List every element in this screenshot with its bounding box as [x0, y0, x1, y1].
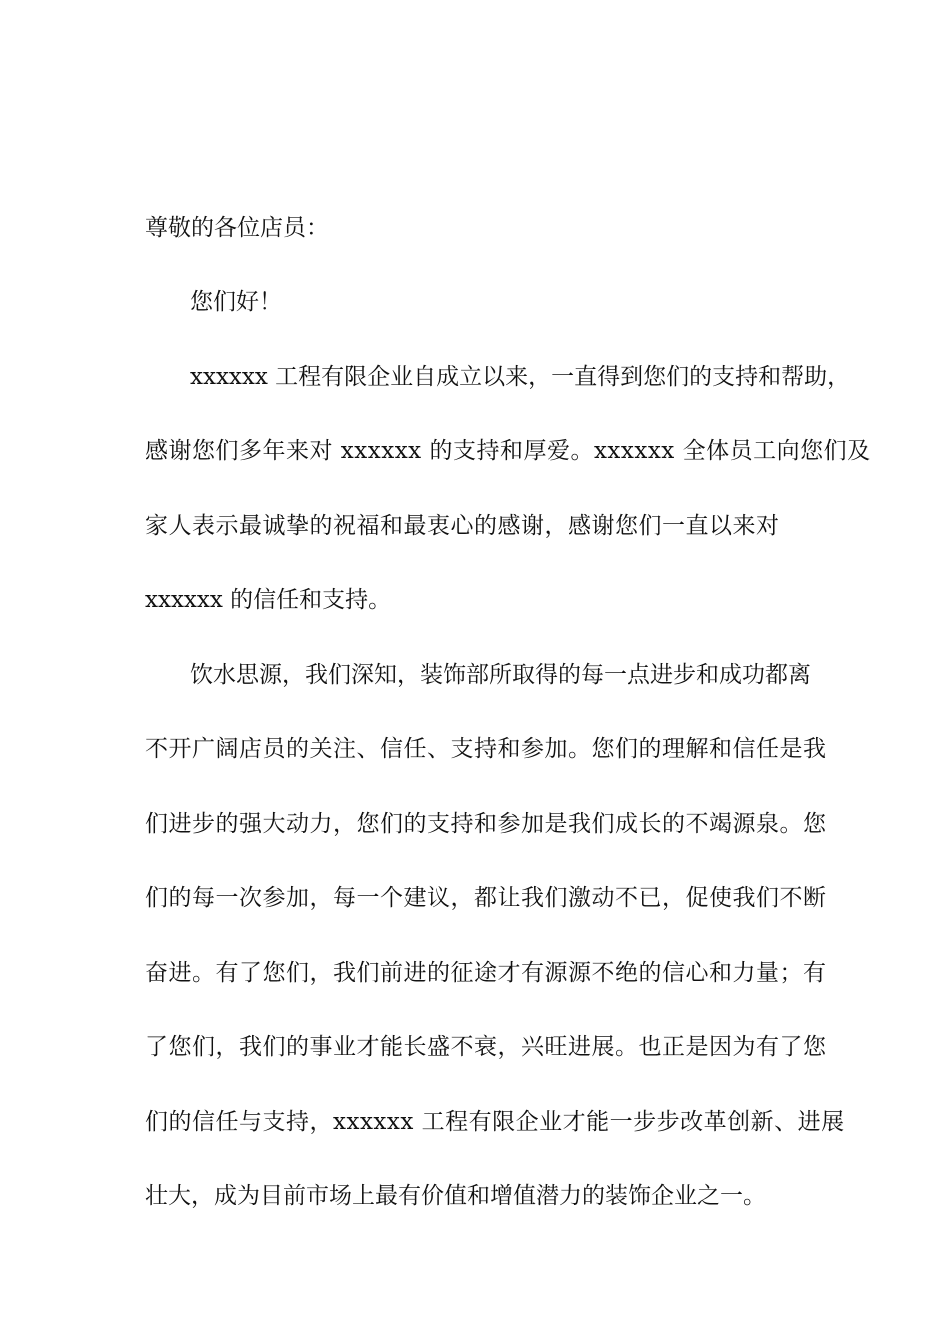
paragraph-line: 不开广阔店员的关注、信任、支持和参加。您们的理解和信任是我	[145, 736, 827, 762]
paragraph-line: xxxxxx 的信任和支持。	[145, 587, 392, 613]
paragraph-line: 们的每一次参加，每一个建议，都让我们激动不已，促使我们不断	[145, 885, 827, 911]
paragraph-line: 饮水思源，我们深知，装饰部所取得的每一点进步和成功都离	[190, 662, 811, 688]
paragraph-line: 们进步的强大动力，您们的支持和参加是我们成长的不竭源泉。您	[145, 811, 827, 837]
greeting: 您们好！	[190, 289, 282, 315]
paragraph-line: xxxxxx 工程有限企业自成立以来，一直得到您们的支持和帮助，	[190, 364, 851, 390]
paragraph-line: 奋进。有了您们，我们前进的征途才有源源不绝的信心和力量；有	[145, 960, 827, 986]
paragraph-line: 了您们，我们的事业才能长盛不衰，兴旺进展。也正是因为有了您	[145, 1034, 827, 1060]
paragraph-line: 壮大，成为目前市场上最有价值和增值潜力的装饰企业之一。	[145, 1183, 766, 1209]
paragraph-line: 家人表示最诚挚的祝福和最衷心的感谢，感谢您们一直以来对	[145, 513, 780, 539]
paragraph-line: 们的信任与支持，xxxxxx 工程有限企业才能一步步改革创新、进展	[145, 1109, 845, 1135]
salutation: 尊敬的各位店员：	[145, 215, 329, 241]
paragraph-line: 感谢您们多年来对 xxxxxx 的支持和厚爱。xxxxxx 全体员工向您们及	[145, 438, 871, 464]
